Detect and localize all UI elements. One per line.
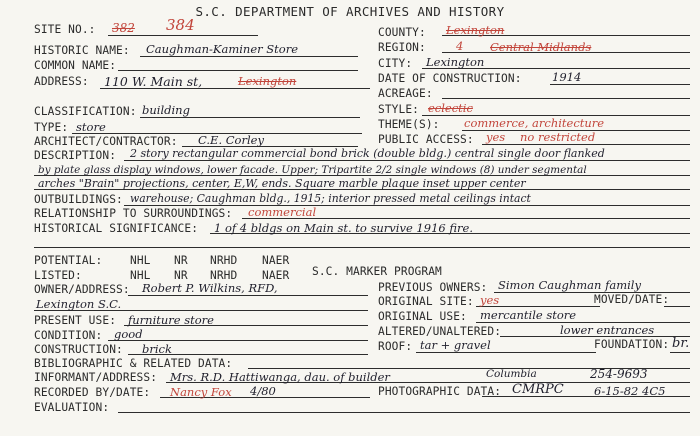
photographic-label: PHOTOGRAPHIC DATA: — [378, 385, 502, 398]
original-site-label: ORIGINAL SITE: — [378, 295, 474, 308]
rule — [140, 56, 358, 57]
naer-label: NAER — [262, 254, 290, 267]
themes-value: commerce, architecture — [464, 116, 605, 130]
altered-value: lower entrances — [560, 323, 655, 337]
site-no-old-value: 382 — [112, 21, 135, 35]
architect-label: ARCHITECT/CONTRACTOR: — [34, 135, 178, 148]
rule — [128, 295, 368, 296]
region-label: REGION: — [378, 41, 426, 54]
significance-value: 1 of 4 bldgs on Main st. to survive 1916 fire. — [214, 221, 473, 235]
foundation-value: br. — [672, 336, 690, 351]
card-title: S.C. DEPARTMENT OF ARCHIVES AND HISTORY — [195, 4, 505, 19]
recorded-date-value: 4/80 — [250, 384, 276, 398]
outbuildings-value: warehouse; Caughman bldg., 1915; interior pressed metal ceilings intact — [130, 192, 531, 205]
rule — [118, 70, 358, 71]
type-label: TYPE: — [34, 121, 69, 134]
previous-owners-value: Simon Caughman family — [498, 278, 641, 292]
rule — [664, 306, 690, 307]
rule — [124, 205, 690, 206]
county-value: Lexington — [446, 23, 505, 37]
historic-name-value: Caughman-Kaminer Store — [146, 42, 299, 56]
public-access-label: PUBLIC ACCESS: — [378, 133, 474, 146]
nrhd-label: NRHD — [210, 254, 238, 267]
present-use-label: PRESENT USE: — [34, 314, 117, 327]
potential-label: POTENTIAL: — [34, 254, 103, 267]
informant-value: Mrs. R.D. Hattiwanga, dau. of builder — [170, 370, 390, 384]
address-label: ADDRESS: — [34, 75, 89, 88]
rule — [670, 352, 690, 353]
rule — [416, 352, 596, 353]
date-construction-value: 1914 — [552, 70, 582, 84]
rule — [124, 160, 690, 161]
nhl-label: NHL — [130, 254, 151, 267]
rule — [482, 144, 690, 145]
naer-label: NAER — [262, 269, 290, 282]
nhl-label: NHL — [130, 269, 151, 282]
rule — [34, 247, 690, 248]
public-access-value: yes — [486, 130, 506, 144]
evaluation-label: EVALUATION: — [34, 401, 110, 414]
date-construction-label: DATE OF CONSTRUCTION: — [378, 72, 522, 85]
description-label: DESCRIPTION: — [34, 149, 117, 162]
description-line-2: by plate glass display windows, lower facade. Upper; Tripartite 2/2 single windows (8) under segmental — [38, 164, 587, 176]
informant-phone-value: 254-9693 — [590, 367, 648, 381]
style-value: eclectic — [428, 101, 473, 115]
condition-label: CONDITION: — [34, 329, 103, 342]
rule — [118, 412, 690, 413]
rule — [442, 98, 690, 99]
nr-label: NR — [174, 269, 188, 282]
description-line-1: 2 story rectangular commercial bond brick (double bldg.) central single door flanked — [130, 147, 605, 160]
marker-program-label: S.C. MARKER PROGRAM — [312, 265, 442, 278]
present-use-value: furniture store — [128, 313, 214, 327]
classification-value: building — [142, 103, 190, 117]
informant-label: INFORMANT/ADDRESS: — [34, 371, 158, 384]
region-name-value: Central Midlands — [490, 40, 592, 54]
rule — [140, 117, 360, 118]
classification-label: CLASSIFICATION: — [34, 105, 137, 118]
roof-value: tar + gravel — [420, 338, 491, 352]
nrhd-label: NRHD — [210, 269, 238, 282]
original-use-label: ORIGINAL USE: — [378, 310, 467, 323]
recorded-by-value: Nancy Fox — [170, 385, 232, 399]
construction-value: brick — [142, 342, 172, 356]
public-access-note: no restricted — [520, 130, 596, 144]
architect-value: C.E. Corley — [198, 133, 264, 147]
original-use-value: mercantile store — [480, 308, 577, 322]
bibliographic-label: BIBLIOGRAPHIC & RELATED DATA: — [34, 357, 233, 370]
historic-name-label: HISTORIC NAME: — [34, 44, 130, 57]
owner-value: Robert P. Wilkins, RFD, — [142, 281, 278, 295]
listed-label: LISTED: — [34, 269, 82, 282]
photographic-date-value: 6-15-82 4C5 — [594, 384, 666, 398]
common-name-label: COMMON NAME: — [34, 59, 117, 72]
city-label: CITY: — [378, 57, 413, 70]
description-line-3: arches "Brain" projections, center, E,W, ends. Square marble plaque inset upper center — [38, 177, 526, 190]
outbuildings-label: OUTBUILDINGS: — [34, 193, 123, 206]
region-value: 4 — [456, 39, 464, 53]
foundation-label: FOUNDATION: — [594, 338, 670, 351]
address-value: 110 W. Main st, — [104, 74, 203, 89]
informant-city-value: Columbia — [486, 368, 537, 380]
original-site-value: yes — [480, 293, 500, 307]
type-value: store — [76, 120, 106, 134]
condition-value: good — [114, 327, 143, 341]
themes-label: THEME(S): — [378, 118, 440, 131]
photographic-value: CMRPC — [512, 382, 564, 397]
nr-label: NR — [174, 254, 188, 267]
recorded-by-label: RECORDED BY/DATE: — [34, 386, 151, 399]
address-city-value: Lexington — [238, 74, 297, 88]
previous-owners-label: PREVIOUS OWNERS: — [378, 281, 488, 294]
relationship-label: RELATIONSHIP TO SURROUNDINGS: — [34, 207, 233, 220]
owner-city-value: Lexington S.C. — [36, 297, 122, 311]
moved-date-label: MOVED/DATE: — [594, 293, 670, 306]
style-label: STYLE: — [378, 103, 420, 116]
significance-label: HISTORICAL SIGNIFICANCE: — [34, 222, 199, 235]
construction-label: CONSTRUCTION: — [34, 343, 123, 356]
rule — [108, 35, 258, 36]
site-no-label: SITE NO.: — [34, 23, 96, 36]
owner-address-label: OWNER/ADDRESS: — [34, 283, 130, 296]
altered-label: ALTERED/UNALTERED: — [378, 325, 502, 338]
acreage-label: ACREAGE: — [378, 87, 433, 100]
relationship-value: commercial — [248, 205, 317, 219]
rule — [550, 84, 690, 85]
roof-label: ROOF: — [378, 340, 413, 353]
city-value: Lexington — [426, 55, 485, 69]
county-label: COUNTY: — [378, 26, 426, 39]
rule — [108, 340, 368, 341]
site-no-new-value: 384 — [166, 16, 195, 34]
